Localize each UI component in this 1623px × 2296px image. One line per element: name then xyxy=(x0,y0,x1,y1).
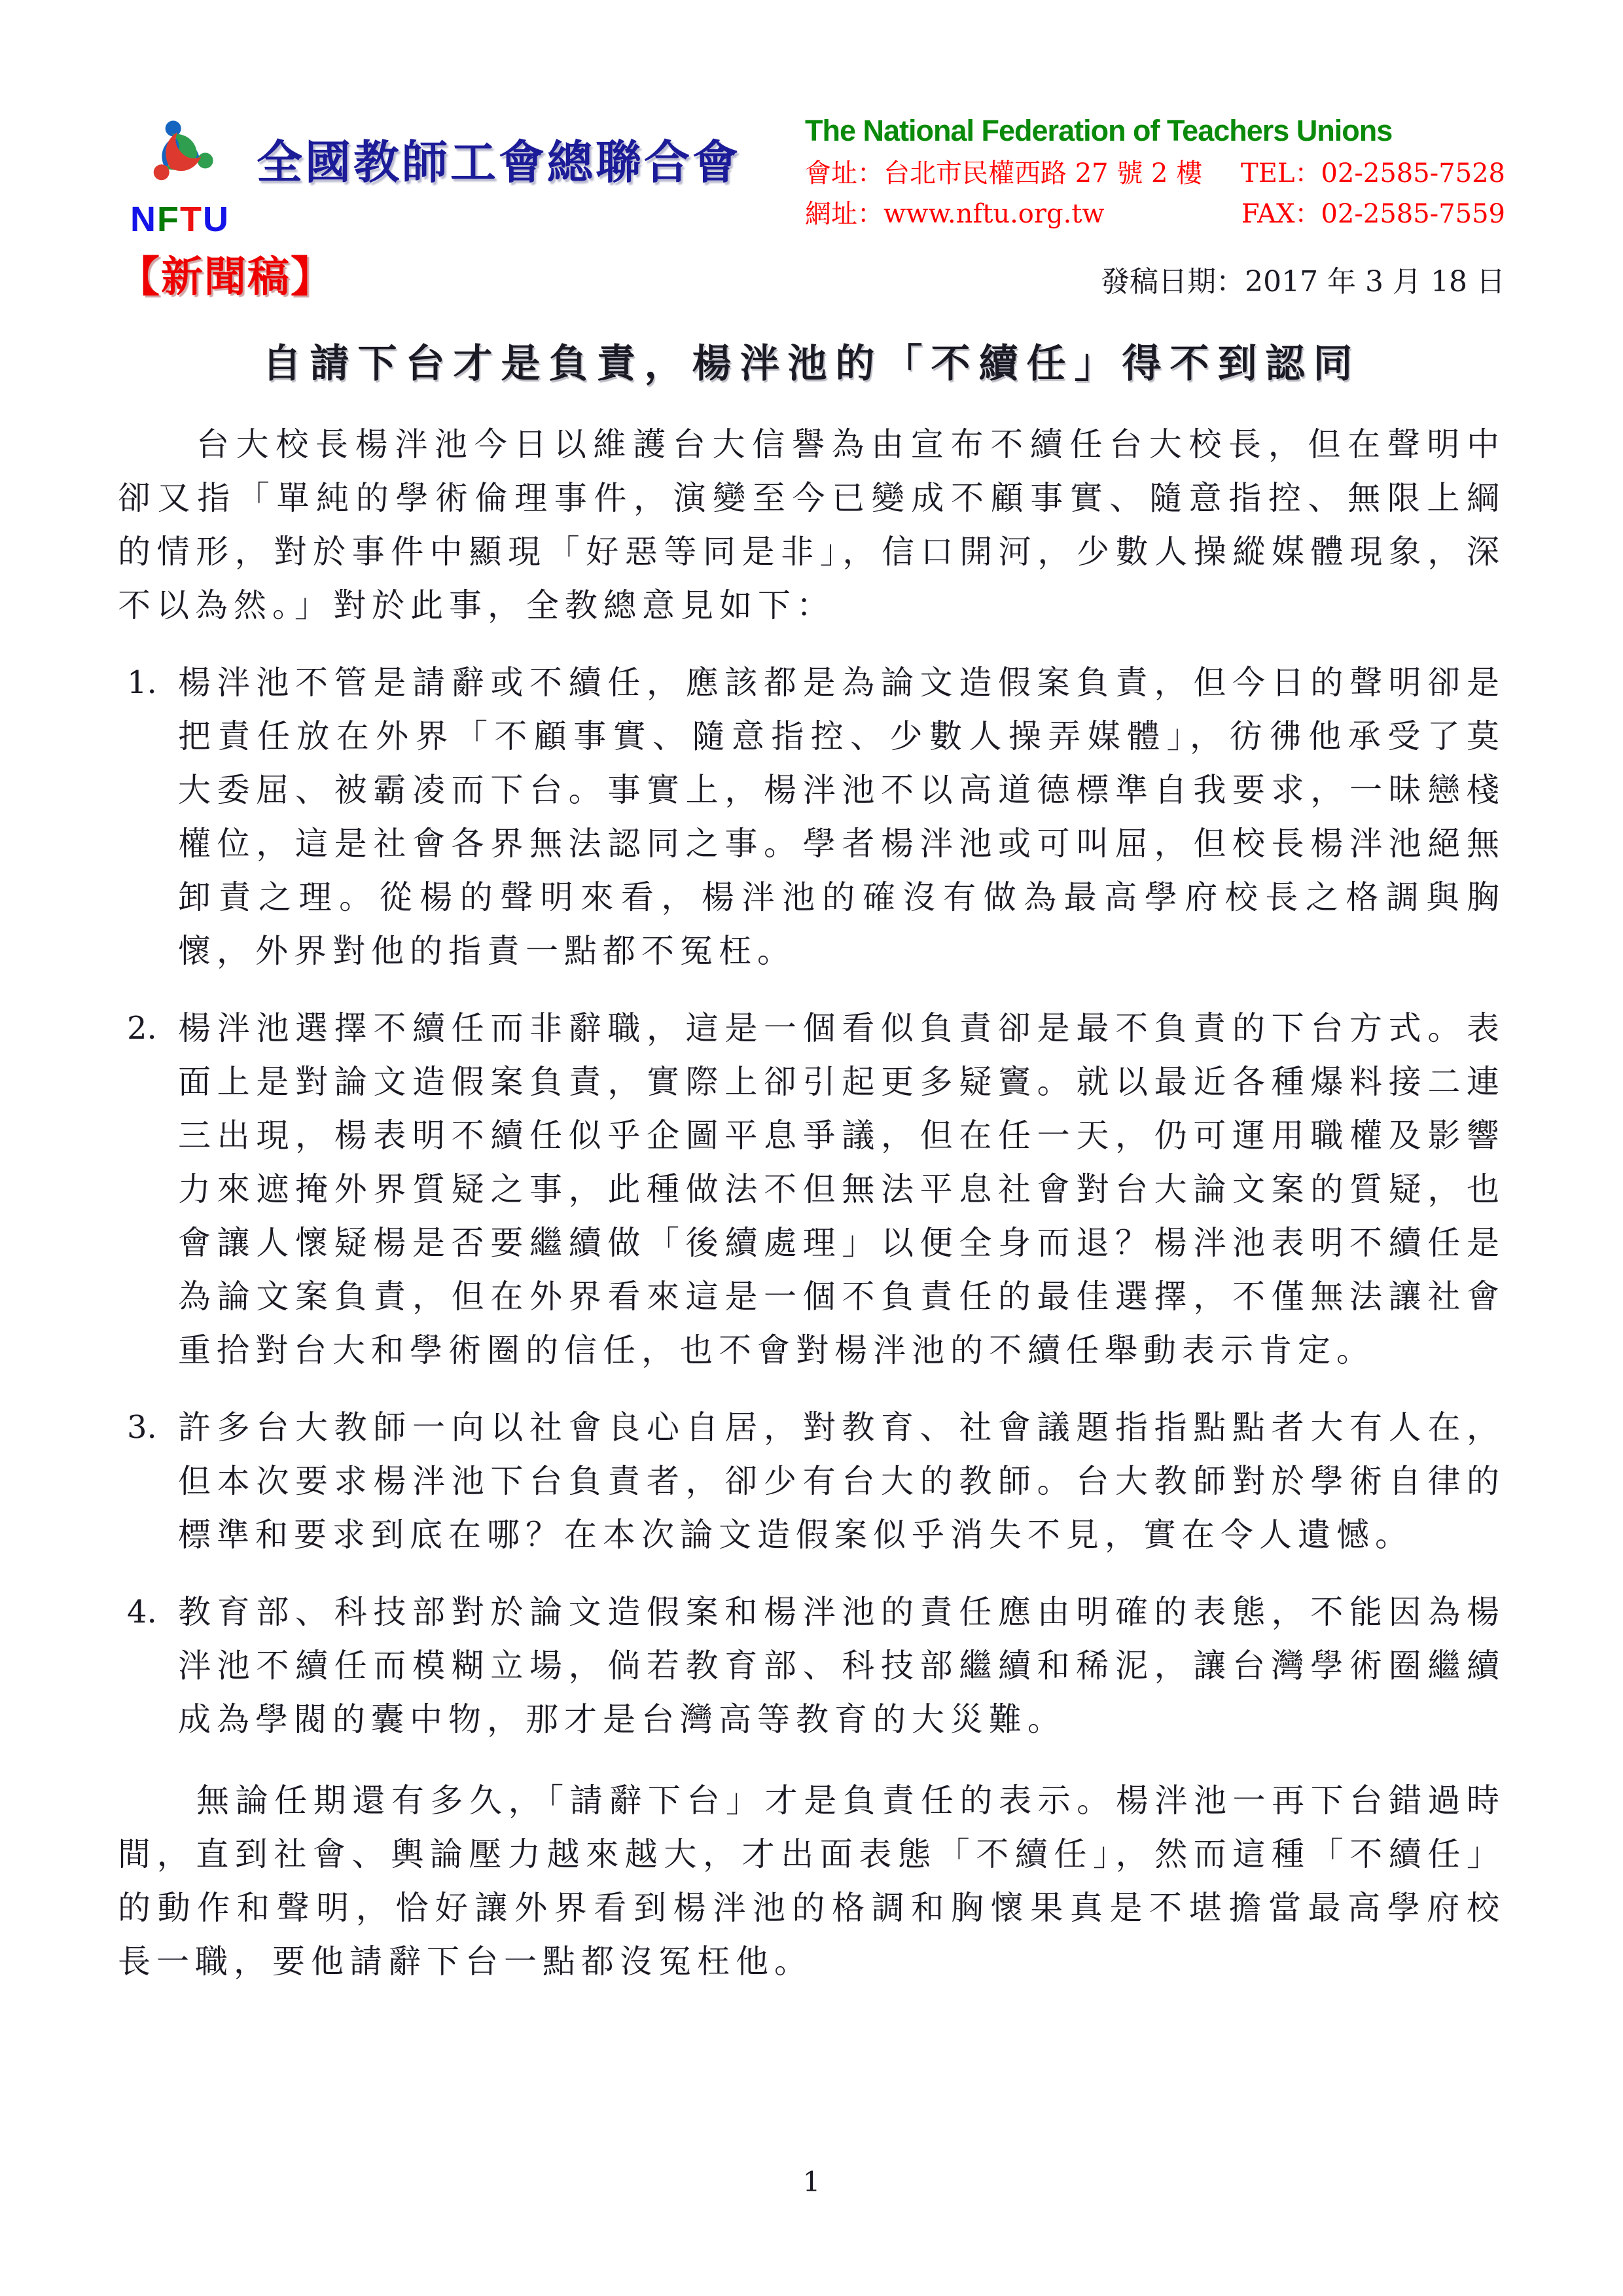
list-item xyxy=(118,1001,1505,1377)
release-date: 發稿日期：2017 年 3 月 18 日 xyxy=(1101,265,1505,298)
list-item-number: 1. xyxy=(127,664,157,701)
closing-paragraph: 無論任期還有多久，「請辭下台」才是負責任的表示。楊泮池一再下台錯過時間，直到社會、輿論壓力越來越大，才出面表態「不續任」，然而這種「不續任」的動作和聲明，恰好讓外界看到楊泮池的格調和胸懷果真是不堪擔當最高學府校長一職，要他請辭下台一點都沒冤枉他。 xyxy=(118,1782,1505,1981)
abbr-letter: T xyxy=(180,200,203,239)
org-address: 會址：台北市民權西路 27 號 2 樓 xyxy=(805,158,1203,188)
letterhead xyxy=(118,105,1505,237)
list-item-number: 3. xyxy=(127,1409,157,1446)
nftu-logo xyxy=(118,105,741,237)
press-release-tag: 【新聞稿】 xyxy=(118,253,334,302)
abbr-letter: F xyxy=(157,200,180,239)
nftu-abbreviation xyxy=(130,202,230,237)
list-item xyxy=(118,656,1505,978)
list-item-text: 楊泮池不管是請辭或不續任，應該都是為論文造假案負責，但今日的聲明卻是把責任放在外界「不顧事實、隨意指控、少數人操弄媒體」，彷彿他承受了莫大委屈、被霸凌而下台。事實上，楊泮池不以高道德標準自我要求，一昧戀棧權位，這是社會各界無法認同之事。學者楊泮池或可叫屈，但校長楊泮池絕無卸責之理。從楊的聲明來看，楊泮池的確沒有做為最高學府校長之格調與胸懷，外界對他的指責一點都不冤枉。 xyxy=(178,664,1505,970)
list-item-text: 許多台大教師一向以社會良心自居，對教育、社會議題指指點點者大有人在，但本次要求楊泮池下台負責者，卻少有台大的教師。台大教師對於學術自律的標準和要求到底在哪？在本次論文造假案似乎消失不見，實在令人遺憾。 xyxy=(178,1408,1505,1554)
list-item xyxy=(118,1585,1505,1746)
list-item-text: 教育部、科技部對於論文造假案和楊泮池的責任應由明確的表態，不能因為楊泮池不續任而模糊立場，倘若教育部、科技部繼續和稀泥，讓台灣學術圈繼續成為學閥的囊中物，那才是台灣高等教育的大災難。 xyxy=(178,1593,1505,1738)
abbr-letter: N xyxy=(130,200,157,239)
org-fax: FAX：02-2585-7559 xyxy=(1241,199,1505,229)
org-name-chinese: 全國教師工會總聯合會 xyxy=(257,135,741,189)
contact-row-web-fax xyxy=(805,199,1505,229)
document-title: 自請下台才是負責，楊泮池的「不續任」得不到認同 xyxy=(262,341,1361,387)
intro-paragraph: 台大校長楊泮池今日以維護台大信譽為由宣布不續任台大校長，但在聲明中卻又指「單純的學術倫理事件，演變至今已變成不顧事實、隨意指控、無限上綱的情形，對於事件中顯現「好惡等同是非」，信口開河，少數人操縱媒體現象，深不以為然。」對於此事，全教總意見如下： xyxy=(118,425,1505,624)
contact-block xyxy=(805,105,1505,229)
org-tel: TEL：02-2585-7528 xyxy=(1241,158,1505,188)
list-item xyxy=(118,1401,1505,1562)
org-website: 網址：www.nftu.org.tw xyxy=(805,199,1105,229)
list-item-number: 4. xyxy=(127,1594,157,1630)
list-item-text: 楊泮池選擇不續任而非辭職，這是一個看似負責卻是最不負責的下台方式。表面上是對論文造假案負責，實際上卻引起更多疑竇。就以最近各種爆料接二連三出現，楊表明不續任似乎企圖平息爭議，但在任一天，仍可運用職權及影響力來遮掩外界質疑之事，此種做法不但無法平息社會對台大論文案的質疑，也會讓人懷疑楊是否要繼續做「後續處理」以便全身而退？楊泮池表明不續任是為論文案負責，但在外界看來這是一個不負責任的最佳選擇，不僅無法讓社會重拾對台大和學術圈的信任，也不會對楊泮池的不續任舉動表示肯定。 xyxy=(178,1009,1505,1369)
list-item-number: 2. xyxy=(127,1010,157,1047)
press-release-header-row xyxy=(118,254,1505,301)
contact-row-address-tel xyxy=(805,158,1505,188)
page-number: 1 xyxy=(802,2166,821,2198)
org-name-english: The National Federation of Teachers Unions xyxy=(805,114,1393,147)
nftu-logo-column xyxy=(118,105,242,237)
abbr-letter: U xyxy=(203,200,230,239)
nftu-triskelion-icon xyxy=(128,105,232,203)
opinion-list xyxy=(118,656,1505,1746)
